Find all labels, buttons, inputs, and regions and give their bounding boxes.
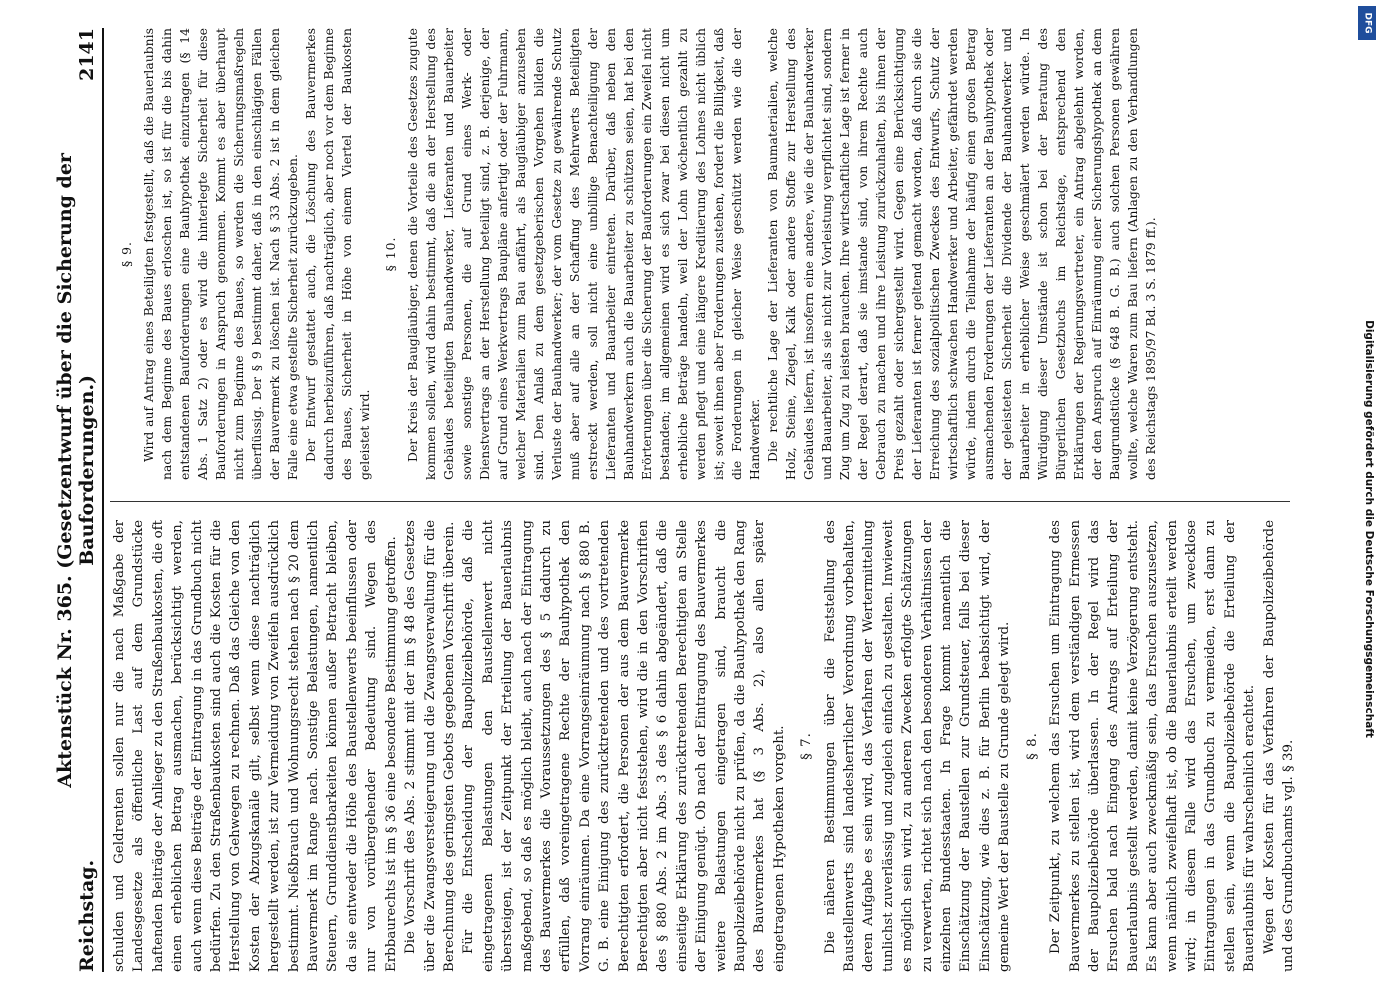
- paragraph: Der Kreis der Baugläubiger, denen die Vorteile des Gesetzes zugute kommen sollen, wird dahin bestimmt, daß die an der Herstellung des Gebäudes beteiligten Bauhandwerker, Lieferanten und Bauarbeiter sowie sonstige Personen, die auf Grund eines Werk- oder Dienstvertrags an der Herstellung beteiligt sind, z. B. derjenige, der auf Grund eines Werkvertrags Baupläne anfertigt oder der Fuhrmann, welcher Materialien zum Bau anfährt, als Baugläubiger anzusehen sind. Den Anlaß zu dem gesetzgeberischen Vorgehen bilden die Verluste der Bauhandwerker; der vom Gesetze zu gewährende Schutz muß aber auf alle an der Schaffung des Mehrwerts Beteiligten erstreckt werden, soll nicht eine unbillige Benachteiligung der Lieferanten und Bauarbeiter eintreten. Darüber, daß neben den Bauhandwerkern auch die Bauarbeiter zu schützen seien, hat bei den Erörterungen über die Sicherung der Bauforderungen ein Zweifel nicht bestanden; im allgemeinen wird es sich zwar bei diesen nicht um erhebliche Beträge handeln, weil der Lohn wöchentlich gezahlt zu werden pflegt und eine längere Kreditierung des Lohnes nicht üblich ist; soweit ihnen aber Forderungen zustehen, fordert die Billigkeit, daß die Forderungen in gleicher Weise geschützt werden wie die der Handwerker.: [405, 28, 762, 480]
- right-column: [110, 28, 1290, 480]
- paragraph: Der Zeitpunkt, zu welchem das Ersuchen um Eintragung des Bauvermerkes zu stellen ist, wird dem verständigen Ermessen der Baupolizeibehörde überlassen. In der Regel wird das Ersuchen bald nach Eingang des Antrags auf Erteilung der Bauerlaubnis gestellt werden, damit keine Verzögerung entsteht. Es kann aber auch zweckmäßig sein, das Ersuchen auszusetzen, wenn nämlich zweifelhaft ist, ob die Bauerlaubnis erteilt werden wird; in diesem Falle wird das Ersuchen, um zwecklose Eintragungen in das Grundbuch zu vermeiden, erst dann zu stellen sein, wenn die Baupolizeibehörde die Erteilung der Bauerlaubnis für wahrscheinlich erachtet.: [1048, 520, 1258, 972]
- digitization-note: Digitalisierung gefördert durch die Deutsche Forschungsgemeinschaft: [1363, 320, 1375, 738]
- paragraph: Die näheren Bestimmungen über die Feststellung des Baustellenwerts sind landesherrlicher Verordnung vorbehalten, deren Aufgabe es sein wird, das Verfahren der Wertermittelung tunlichst zuverlässig und zugleich einfach zu gestalten. Inwieweit es möglich sein wird, zu anderen Zwecken erfolgte Schätzungen zu verwerten, richtet sich nach den besonderen Verhältnissen der einzelnen Bundesstaaten. In Frage kommt namentlich die Einschätzung der Baustellen zur Grundsteuer, falls bei dieser Einschätzung, wie dies z. B. für Berlin beabsichtigt wird, der gemeine Wert der Baustelle zu Grunde gelegt wird.: [822, 520, 1013, 972]
- section-heading: § 9.: [119, 241, 134, 267]
- paragraph: Für die Entscheidung der Baupolizeibehörde, daß die eingetragenen Belastungen den Baustellenwert nicht übersteigen, ist der Zeitpunkt der Erteilung der Bauerlaubnis maßgebend, so daß es möglich bleibt, auch nach der Eintragung des Bauvermerkes die Voraussetzungen des § 5 dadurch zu erfüllen, daß voreingetragene Rechte der Bauhypothek den Vorrang einräumen. Da eine Vorrangseinräumung nach § 880 B. G. B. eine Einigung des zurücktretenden und des vortretenden Berechtigten erfordert, die Personen der aus dem Bauvermerke Berechtigten aber nicht feststehen, wird die in den Vorschriften des § 880 Abs. 2 im Abs. 3 des § 6 dahin abgeändert, daß die einseitige Erklärung des zurücktretenden Berechtigten an Stelle der Einigung genügt. Ob nach der Eintragung des Bauvermerkes weitere Belastungen eingetragen sind, braucht die Baupolizeibehörde nicht zu prüfen, da die Bauhypothek den Rang des Bauvermerkes hat (§ 3 Abs. 2), also allen später eingetragenen Hypotheken vorgeht.: [461, 520, 787, 972]
- page-number: 2141: [76, 28, 98, 81]
- section-heading: § 10.: [383, 236, 398, 272]
- paragraph: Wird auf Antrag eines Beteiligten festgestellt, daß die Bauerlaubnis nach dem Beginne des Baues erloschen ist, so ist für die bis dahin entstandenen Bauforderungen eine Bauhypothek einzutragen (§ 14 Abs. 1 Satz 2) oder es wird die hinterlegte Sicherheit für diese Bauforderungen in Anspruch genommen. Kommt es aber überhaupt nicht zum Beginne des Baues, so werden die Sicherungsmaßregeln überflüssig. Der § 9 bestimmt daher, daß in den einschlägigen Fällen der Bauvermerk zu löschen ist. Nach § 33 Abs. 2 ist in dem gleichen Falle eine etwa gestellte Sicherheit zurückzugeben.: [141, 28, 300, 480]
- running-header: [54, 28, 104, 972]
- header-title: Aktenstück Nr. 365. (Gesetzentwurf über die Sicherung der Bauforderungen.): [54, 153, 98, 788]
- digitization-strip: [1356, 0, 1378, 1000]
- document-page: [38, 28, 1303, 972]
- paragraph: Wegen der Kosten für das Verfahren der Baupolizeibehörde und des Grundbuchamts vgl. § 39.: [1261, 520, 1296, 972]
- paragraph: Die Vorschrift des Abs. 2 stimmt mit der im § 48 des Gesetzes über die Zwangsversteigerung und die Zwangsverwaltung für die Berechnung des geringsten Gebots gegebenen Vorschrift überein.: [403, 520, 457, 972]
- column-divider: [110, 501, 1290, 502]
- left-column: [110, 520, 1296, 972]
- section-heading: § 7.: [799, 732, 815, 760]
- header-left: Reichstag.: [76, 859, 98, 972]
- paragraph: Der Entwurf gestattet auch, die Löschung des Bauvermerkes dadurch herbeizuführen, daß nachträglich, aber noch vor dem Beginne des Baues, Sicherheit in Höhe von einem Viertel der Baukosten geleistet wird.: [303, 28, 372, 480]
- paragraph: schulden und Geldrenten sollen nur die nach Maßgabe der Landesgesetze als öffentliche Last auf dem Grundstücke haftenden Beiträge der Anlieger zu den Straßenbaukosten, die oft einen erheblichen Betrag ausmachen, berücksichtigt werden, auch wenn diese Beiträge der Eintragung in das Grundbuch nicht bedürfen. Zu den Straßenbaukosten sind auch die Kosten für die Herstellung von Gehwegen zu rechnen. Daß das Gleiche von den Kosten der Abzugskanäle gilt, selbst wenn diese nachträglich hergestellt werden, ist zur Vermeidung von Zweifeln ausdrücklich bestimmt. Nießbrauch und Wohnungsrecht stehen nach § 20 dem Bauvermerk im Range nach. Sonstige Belastungen, namentlich Steuern, Grunddienstbarkeiten können außer Betracht bleiben, da sie entweder die Höhe des Baustellenwerts beeinflussen oder nur von vorübergehender Bedeutung sind. Wegen des Erbbaurechts ist im § 36 eine besondere Bestimmung getroffen.: [112, 520, 399, 972]
- paragraph: Die rechtliche Lage der Lieferanten von Baumaterialien, welche Holz, Steine, Ziegel, Kalk oder andere Stoffe zur Herstellung des Gebäudes liefern, ist insofern eine andere, wie die der Bauhandwerker und Bauarbeiter, als sie nicht zur Vorleistung verpflichtet sind, sondern Zug um Zug zu leisten brauchen. Ihre wirtschaftliche Lage ist ferner in der Regel derart, daß sie imstande sind, von ihrem Rechte auch Gebrauch zu machen und ihre Leistung zurückzuhalten, bis ihnen der Preis gezahlt oder sichergestellt wird. Gegen eine Berücksichtigung der Lieferanten ist ferner geltend gemacht worden, daß durch sie die Erreichung des sozialpolitischen Zweckes des Entwurfs, Schutz der wirtschaftlich schwachen Handwerker und Arbeiter, gefährdet werden würde, indem durch die Teilnahme der häufig einen großen Betrag ausmachenden Forderungen der Lieferanten an der Bauhypothek oder der geleisteten Sicherheit die Dividende der Bauhandwerker und Bauarbeiter in erheblicher Weise geschmälert werden würde. In Würdigung dieser Umstände ist schon bei der Beratung des Bürgerlichen Gesetzbuchs im Reichstage, entsprechend den Erklärungen der Regierungsvertreter, ein Antrag abgelehnt worden, der den Anspruch auf Einräumung einer Sicherungshypothek an dem Baugrundstücke (§ 648 B. G. B.) auch solchen Personen gewähren wollte, welche Waren zum Bau liefern (Anlagen zu den Verhandlungen des Reichstags 1895/97 Bd. 3 S. 1879 ff.).: [765, 28, 1158, 480]
- section-heading: § 8.: [1024, 732, 1040, 760]
- dfg-logo: DFG: [1358, 6, 1376, 40]
